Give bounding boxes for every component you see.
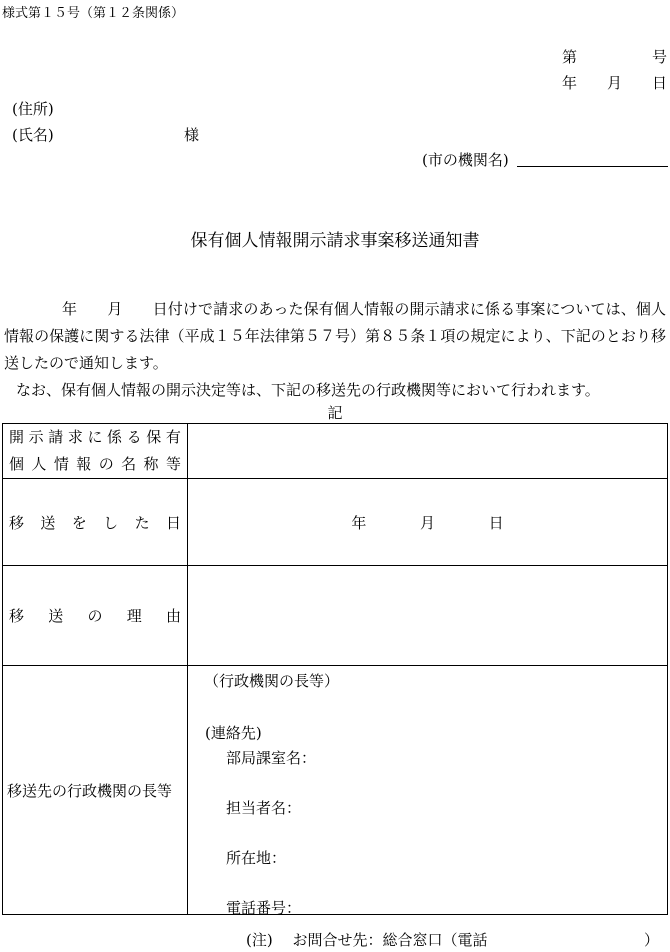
issue-date [562, 72, 667, 93]
transfer-date-day: 日 [488, 513, 504, 532]
destination-phone-label[interactable]: 電話番号： [226, 899, 302, 917]
document-title: 保有個人情報開示請求事案移送通知書 [190, 231, 480, 251]
issuer-label: (市の機関名) [422, 151, 509, 169]
table-row [3, 424, 668, 479]
transfer-details-table [2, 423, 668, 915]
table-row [3, 666, 668, 915]
document-number [562, 46, 667, 67]
footer-note [246, 929, 660, 950]
table-row [3, 566, 668, 666]
requested-info-value-cell[interactable] [188, 424, 668, 479]
requested-info-label-cell [3, 424, 188, 479]
table-row [3, 479, 668, 566]
destination-value-cell [188, 666, 668, 915]
transfer-reason-value-cell[interactable] [188, 566, 668, 666]
document-number-prefix: 第 [562, 48, 578, 66]
form-number: 様式第１５号（第１２条関係） [2, 6, 185, 21]
ki-heading: 記 [327, 404, 343, 422]
footer-note-close: ） [644, 931, 660, 949]
transfer-date-label: 移 送 を し た 日 [9, 513, 181, 532]
destination-location-label[interactable]: 所在地： [226, 849, 287, 867]
issue-date-year: 年 [562, 74, 578, 92]
requested-info-label-line1: 開 示 請 求 に 係 る 保 有 [9, 428, 181, 446]
transfer-date-month: 月 [419, 513, 435, 532]
destination-label: 移送先の行政機関の長等 [7, 781, 173, 800]
destination-head-label: （行政機関の長等） [204, 672, 340, 690]
destination-contact-label: (連絡先) [205, 724, 262, 742]
destination-department-label[interactable]: 部局課室名： [226, 749, 317, 767]
document-number-suffix: 号 [651, 48, 667, 66]
transfer-reason-label-cell [3, 566, 188, 666]
transfer-date-year: 年 [351, 513, 367, 532]
issue-date-day: 日 [651, 74, 667, 92]
recipient-honorific: 様 [184, 126, 200, 144]
body-paragraph-1: 年 月 日付けで請求のあった保有個人情報の開示請求に係る事案については、個人情報の保護に関する法律（平成１５年法律第５７号）第８５条１項の規定により、下記のとおり移送したので通知します。 [4, 300, 666, 372]
destination-label-cell [3, 666, 188, 915]
recipient-name-label: (氏名) [12, 126, 54, 144]
transfer-reason-label: 移 送 の 理 由 [9, 607, 181, 625]
body-paragraph-2: なお、保有個人情報の開示決定等は、下記の移送先の行政機関等において行われます。 [16, 381, 600, 399]
body-text [4, 296, 666, 404]
issuer-signature-line [517, 166, 668, 167]
transfer-date-value-cell[interactable] [188, 479, 668, 566]
recipient-address-label: (住所) [12, 100, 54, 118]
requested-info-label-line2: 個 人 情 報 の 名 称 等 [9, 455, 181, 473]
transfer-date-label-cell [3, 479, 188, 566]
destination-person-label[interactable]: 担当者名： [226, 799, 302, 817]
issue-date-month: 月 [606, 74, 622, 92]
footer-note-text: (注) お問合せ先：総合窓口（電話 [246, 931, 488, 949]
